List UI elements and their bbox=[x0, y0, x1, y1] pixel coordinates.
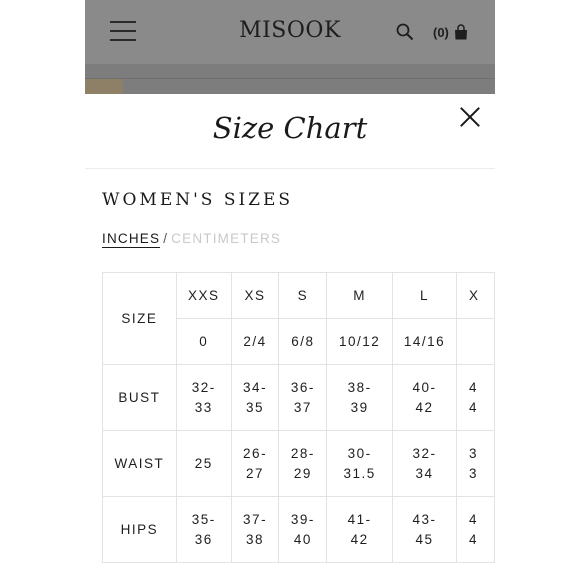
measure-cell: 32- 34 bbox=[393, 431, 457, 497]
unit-centimeters-link[interactable]: CENTIMETERS bbox=[171, 231, 282, 246]
measure-cell: 3 3 bbox=[456, 431, 494, 497]
numeric-size-cell: 6/8 bbox=[279, 319, 327, 365]
measure-cell: 28- 29 bbox=[279, 431, 327, 497]
size-cell: X bbox=[456, 273, 494, 319]
close-icon[interactable] bbox=[459, 106, 481, 128]
modal-divider bbox=[85, 168, 495, 169]
cart-button[interactable] bbox=[433, 22, 468, 42]
measure-cell: 37- 38 bbox=[231, 497, 279, 563]
numeric-size-cell: 2/4 bbox=[231, 319, 279, 365]
measure-cell: 41- 42 bbox=[327, 497, 393, 563]
numeric-size-cell bbox=[456, 319, 494, 365]
measure-cell: 26- 27 bbox=[231, 431, 279, 497]
table-row-bust bbox=[103, 365, 495, 431]
measure-cell: 36- 37 bbox=[279, 365, 327, 431]
table-row-waist bbox=[103, 431, 495, 497]
size-table bbox=[102, 272, 495, 563]
size-cell: M bbox=[327, 273, 393, 319]
dimmed-page-content bbox=[85, 64, 495, 94]
shopping-bag-icon bbox=[454, 24, 468, 40]
size-cell: S bbox=[279, 273, 327, 319]
product-thumbnail bbox=[85, 79, 123, 94]
section-title: WOMEN'S SIZES bbox=[102, 190, 294, 210]
unit-separator: / bbox=[163, 231, 169, 246]
size-label-cell: SIZE bbox=[103, 273, 177, 365]
site-header bbox=[85, 0, 495, 64]
measure-cell: 4 4 bbox=[456, 365, 494, 431]
measure-cell: 30- 31.5 bbox=[327, 431, 393, 497]
measure-cell: 32- 33 bbox=[176, 365, 231, 431]
table-row-hips bbox=[103, 497, 495, 563]
row-label: BUST bbox=[103, 365, 177, 431]
measure-cell: 39- 40 bbox=[279, 497, 327, 563]
table-header-row bbox=[103, 273, 495, 319]
unit-toggle bbox=[102, 231, 281, 246]
brand-logo[interactable]: MISOOK bbox=[239, 18, 341, 43]
row-label: WAIST bbox=[103, 431, 177, 497]
numeric-size-cell: 14/16 bbox=[393, 319, 457, 365]
measure-cell: 4 4 bbox=[456, 497, 494, 563]
size-chart-modal bbox=[85, 94, 495, 580]
measure-cell: 38- 39 bbox=[327, 365, 393, 431]
numeric-size-cell: 10/12 bbox=[327, 319, 393, 365]
cart-count: (0) bbox=[433, 24, 449, 40]
measure-cell: 35- 36 bbox=[176, 497, 231, 563]
modal-title: Size Chart bbox=[212, 111, 368, 145]
numeric-size-cell: 0 bbox=[176, 319, 231, 365]
phone-screen bbox=[85, 0, 495, 580]
measure-cell: 43- 45 bbox=[393, 497, 457, 563]
search-icon[interactable] bbox=[396, 23, 414, 41]
unit-inches-link[interactable]: INCHES bbox=[102, 231, 161, 246]
measure-cell: 40- 42 bbox=[393, 365, 457, 431]
measure-cell: 25 bbox=[176, 431, 231, 497]
measure-cell: 34- 35 bbox=[231, 365, 279, 431]
size-cell: XS bbox=[231, 273, 279, 319]
size-cell: L bbox=[393, 273, 457, 319]
row-label: HIPS bbox=[103, 497, 177, 563]
size-cell: XXS bbox=[176, 273, 231, 319]
